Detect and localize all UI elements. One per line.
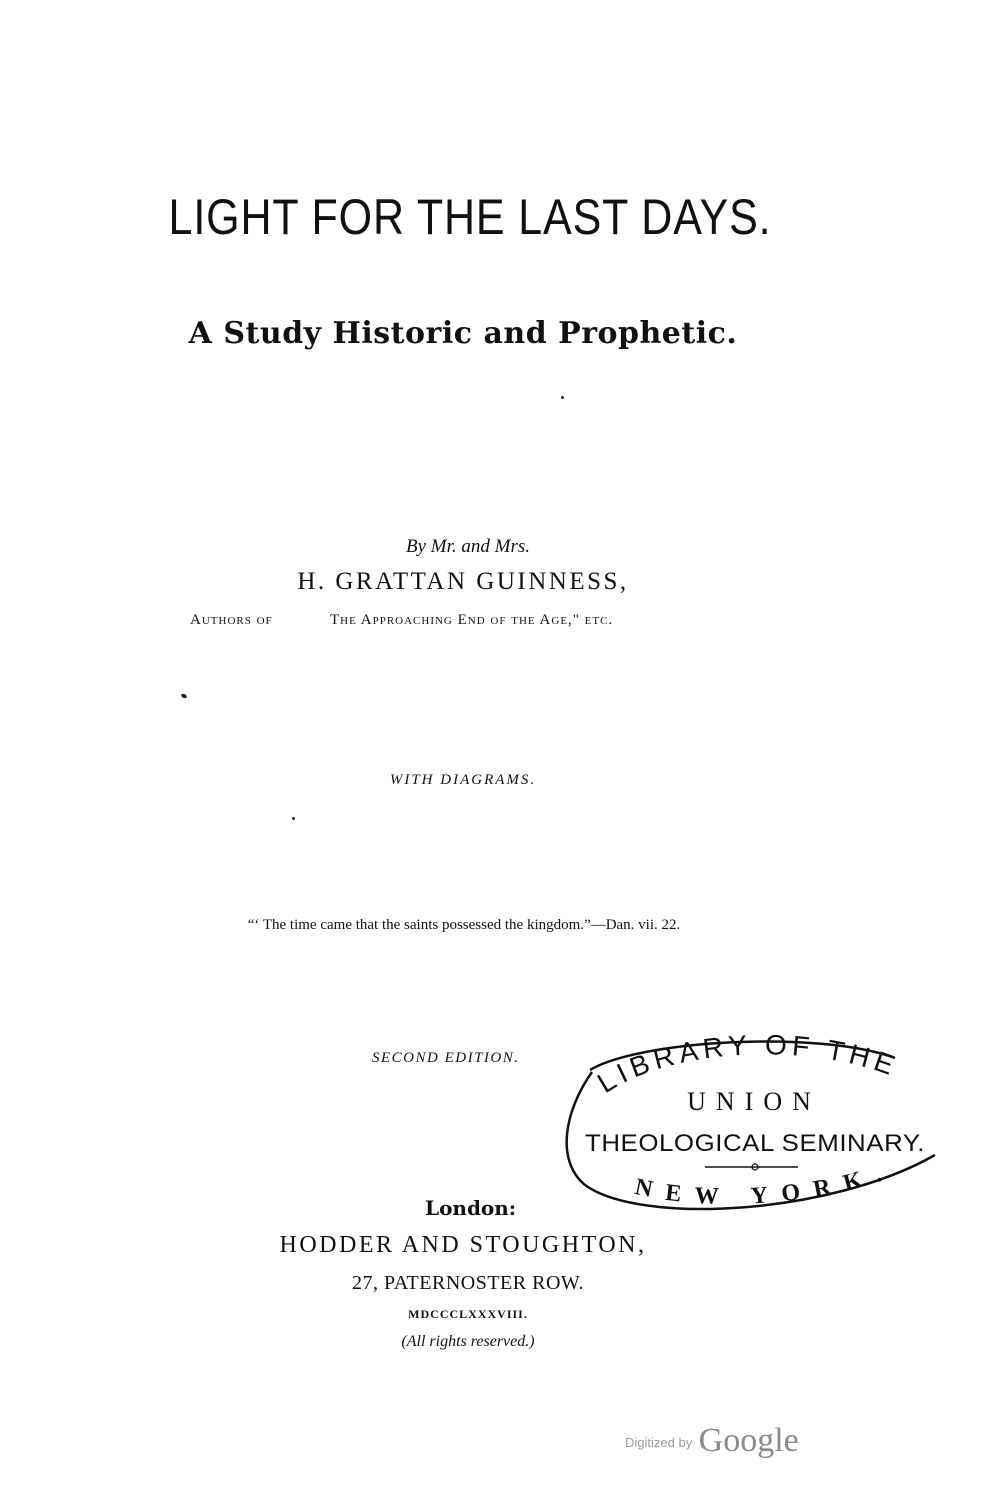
book-title: LIGHT FOR THE LAST DAYS. xyxy=(168,189,772,245)
digitized-watermark xyxy=(625,1422,799,1460)
imprint-city: London: xyxy=(425,1196,517,1220)
with-diagrams-note: WITH DIAGRAMS. xyxy=(389,772,537,788)
book-subtitle: A Study Historic and Prophetic. xyxy=(188,316,738,351)
digitized-prefix: Digitized by xyxy=(625,1435,693,1450)
svg-text:NEW YORK. xyxy=(633,1157,898,1210)
byline: By Mr. and Mrs. xyxy=(405,536,531,557)
stamp-line-new-york: NEW YORK. xyxy=(632,1156,899,1211)
publication-year: MDCCCLXXXVIII. xyxy=(408,1307,528,1321)
library-stamp xyxy=(550,1030,950,1230)
epigraph-quote: “‘ The time came that the saints possessed the kingdom.”—Dan. vii. 22. xyxy=(247,917,681,933)
edition-note: SECOND EDITION. xyxy=(372,1050,520,1066)
rights-notice: (All rights reserved.) xyxy=(401,1333,535,1350)
stamp-line-union: UNION xyxy=(687,1087,821,1116)
author-name: H. GRATTAN GUINNESS, xyxy=(297,568,629,595)
google-logo: Google xyxy=(698,1422,799,1459)
scan-speck xyxy=(180,693,187,699)
stamp-line-library: LIBRARY OF THE xyxy=(592,1030,903,1099)
scan-speck xyxy=(561,396,564,399)
previous-work-title: The Approaching End of the Age," etc. xyxy=(330,612,614,628)
publisher-address: 27, PATERNOSTER ROW. xyxy=(352,1272,584,1294)
publisher-name: HODDER AND STOUGHTON, xyxy=(279,1232,647,1258)
authors-of-label: Authors of xyxy=(190,612,273,628)
stamp-line-seminary: THEOLOGICAL SEMINARY. xyxy=(585,1130,925,1157)
scan-speck xyxy=(292,817,295,820)
